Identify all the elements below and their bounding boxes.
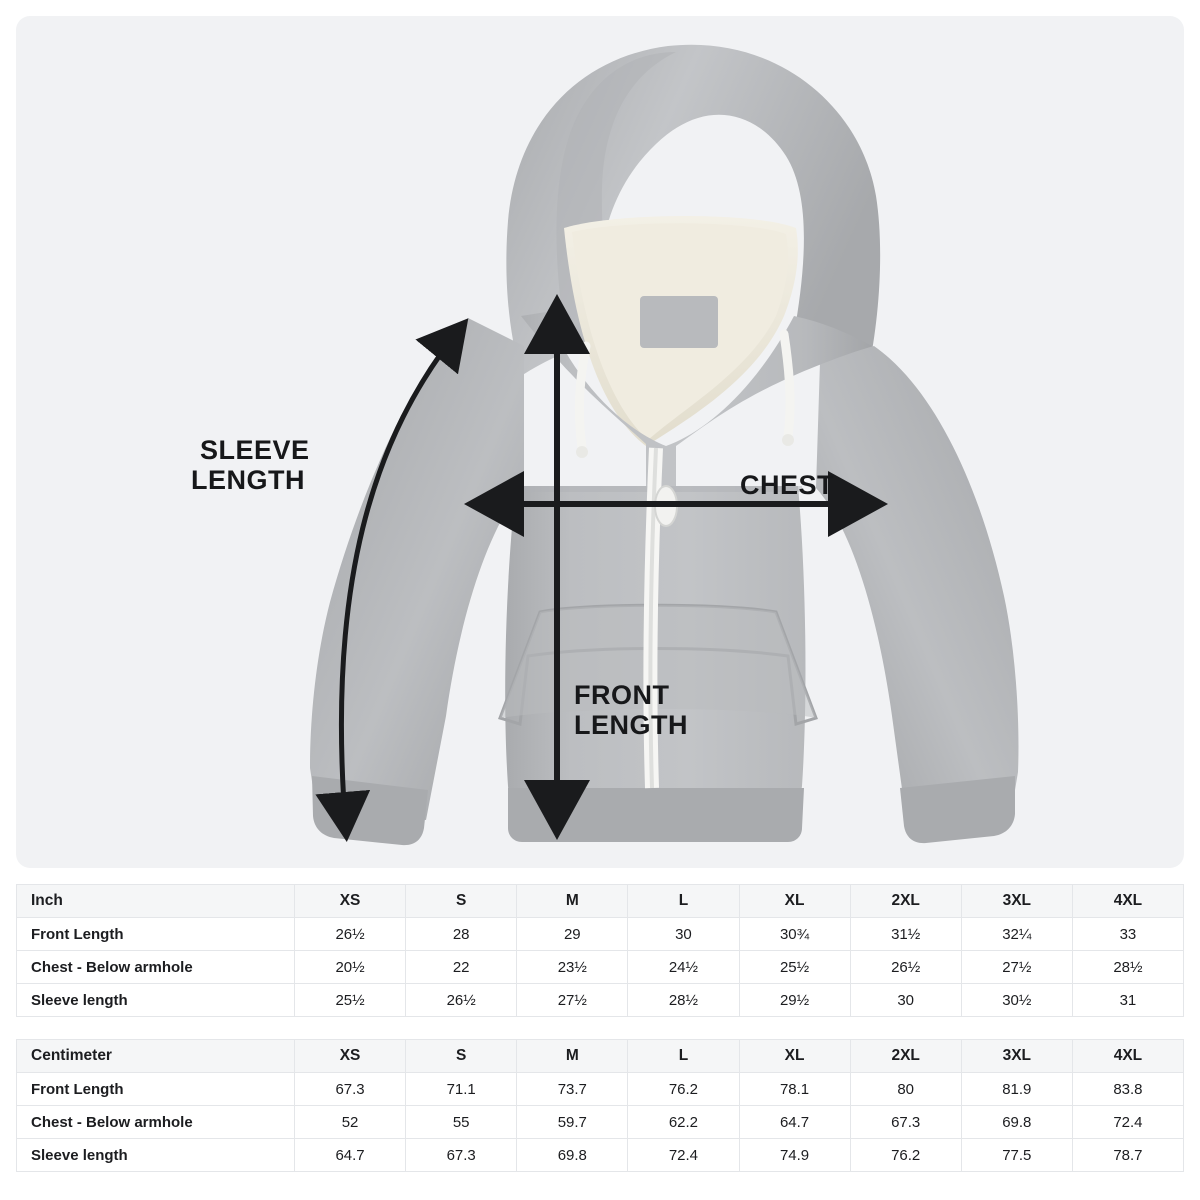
size-header-2xl: 2XL	[850, 885, 961, 918]
cell-value: 30	[850, 984, 961, 1017]
cell-value: 78.1	[739, 1073, 850, 1106]
bottom-ribbing	[508, 788, 804, 842]
cell-value: 67.3	[850, 1106, 961, 1139]
table-row	[17, 951, 1184, 984]
garment-illustration-panel	[16, 16, 1184, 868]
measure-label: Front Length	[17, 918, 295, 951]
cell-value: 67.3	[406, 1139, 517, 1172]
cell-value: 72.4	[1072, 1106, 1183, 1139]
size-header-xl: XL	[739, 1040, 850, 1073]
chest-label: CHEST	[740, 470, 835, 500]
front-length-label-line2: LENGTH	[574, 710, 688, 740]
cell-value: 31½	[850, 918, 961, 951]
right-sleeve	[816, 346, 1018, 843]
cell-value: 30½	[961, 984, 1072, 1017]
size-header-2xl: 2XL	[850, 1040, 961, 1073]
size-header-l: L	[628, 885, 739, 918]
size-header-xs: XS	[295, 885, 406, 918]
measure-label: Sleeve length	[17, 984, 295, 1017]
cell-value: 25½	[295, 984, 406, 1017]
cell-value: 83.8	[1072, 1073, 1183, 1106]
measure-label: Sleeve length	[17, 1139, 295, 1172]
neck-label	[640, 296, 718, 348]
cell-value: 77.5	[961, 1139, 1072, 1172]
hood-lining	[564, 216, 798, 446]
cell-value: 32¼	[961, 918, 1072, 951]
measure-label: Chest - Below armhole	[17, 951, 295, 984]
sleeve-length-label-line1: SLEEVE	[200, 435, 310, 465]
cell-value: 28	[406, 918, 517, 951]
cell-value: 29½	[739, 984, 850, 1017]
cell-value: 26½	[850, 951, 961, 984]
cell-value: 30	[628, 918, 739, 951]
size-header-xl: XL	[739, 885, 850, 918]
cell-value: 80	[850, 1073, 961, 1106]
cell-value: 59.7	[517, 1106, 628, 1139]
table-row	[17, 1139, 1184, 1172]
size-header-l: L	[628, 1040, 739, 1073]
cell-value: 55	[406, 1106, 517, 1139]
unit-header-centimeter: Centimeter	[17, 1040, 295, 1073]
measure-label: Front Length	[17, 1073, 295, 1106]
size-header-s: S	[406, 1040, 517, 1073]
size-header-m: M	[517, 1040, 628, 1073]
size-header-xs: XS	[295, 1040, 406, 1073]
table-row	[17, 984, 1184, 1017]
size-header-3xl: 3XL	[961, 1040, 1072, 1073]
cell-value: 27½	[517, 984, 628, 1017]
size-tables	[16, 884, 1184, 1172]
cell-value: 28½	[1072, 951, 1183, 984]
measure-label: Chest - Below armhole	[17, 1106, 295, 1139]
cell-value: 20½	[295, 951, 406, 984]
cell-value: 71.1	[406, 1073, 517, 1106]
unit-header-inch: Inch	[17, 885, 295, 918]
cell-value: 76.2	[628, 1073, 739, 1106]
cell-value: 24½	[628, 951, 739, 984]
cell-value: 76.2	[850, 1139, 961, 1172]
size-header-3xl: 3XL	[961, 885, 1072, 918]
cell-value: 69.8	[517, 1139, 628, 1172]
cell-value: 73.7	[517, 1073, 628, 1106]
cell-value: 69.8	[961, 1106, 1072, 1139]
cell-value: 52	[295, 1106, 406, 1139]
table-row	[17, 918, 1184, 951]
cell-value: 62.2	[628, 1106, 739, 1139]
cell-value: 64.7	[739, 1106, 850, 1139]
sleeve-length-label-line2: LENGTH	[191, 465, 305, 495]
cell-value: 74.9	[739, 1139, 850, 1172]
front-length-label-line1: FRONT	[574, 680, 670, 710]
cell-value: 25½	[739, 951, 850, 984]
cell-value: 72.4	[628, 1139, 739, 1172]
centimeter-size-table	[16, 1039, 1184, 1172]
cell-value: 29	[517, 918, 628, 951]
cell-value: 81.9	[961, 1073, 1072, 1106]
size-header-m: M	[517, 885, 628, 918]
inch-size-table	[16, 884, 1184, 1017]
cell-value: 67.3	[295, 1073, 406, 1106]
cell-value: 33	[1072, 918, 1183, 951]
table-row	[17, 1073, 1184, 1106]
cell-value: 78.7	[1072, 1139, 1183, 1172]
hoodie-diagram-svg	[16, 16, 1184, 868]
cell-value: 31	[1072, 984, 1183, 1017]
cell-value: 64.7	[295, 1139, 406, 1172]
cell-value: 28½	[628, 984, 739, 1017]
cell-value: 26½	[295, 918, 406, 951]
table-row	[17, 1106, 1184, 1139]
cell-value: 23½	[517, 951, 628, 984]
cell-value: 26½	[406, 984, 517, 1017]
table-header-row	[17, 885, 1184, 918]
cell-value: 30¾	[739, 918, 850, 951]
size-header-4xl: 4XL	[1072, 1040, 1183, 1073]
size-header-s: S	[406, 885, 517, 918]
cell-value: 22	[406, 951, 517, 984]
table-header-row	[17, 1040, 1184, 1073]
size-header-4xl: 4XL	[1072, 885, 1183, 918]
cell-value: 27½	[961, 951, 1072, 984]
